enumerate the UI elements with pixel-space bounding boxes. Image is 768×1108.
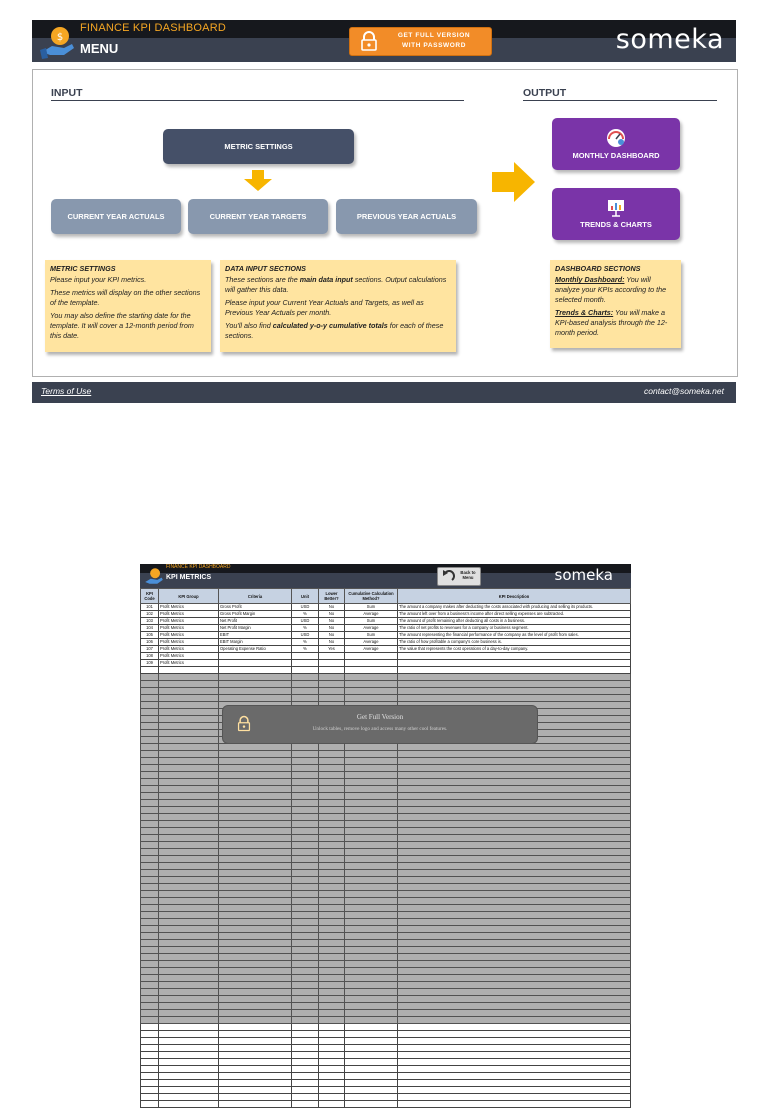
column-header: Cumulative Calculation Method? [345, 589, 398, 604]
table-cell: Gross Profit Margin [219, 611, 292, 618]
dashboard-title: FINANCE KPI DASHBOARD [166, 564, 231, 570]
table-cell [319, 1087, 345, 1094]
note-text-part: You'll also find [225, 321, 273, 330]
overlay-title: Get Full Version [356, 713, 404, 721]
table-cell: Profit Metrics [159, 639, 219, 646]
table-cell [345, 1038, 398, 1045]
note-text: Please input your Current Year Actuals and Targets, as well as Previous Year Actuals per month. [225, 298, 424, 317]
table-cell: The amount representing the financial performance of the company as the level of profit from sales. [398, 632, 631, 639]
table-row [141, 632, 631, 639]
table-cell [292, 1038, 319, 1045]
table-cell: 103 [141, 618, 159, 625]
table-cell [219, 667, 292, 674]
table-row [141, 1087, 631, 1094]
table-cell: 109 [141, 660, 159, 667]
table-cell [345, 1024, 398, 1031]
table-cell [141, 1038, 159, 1045]
overlay-subtitle: Unlock tables, remove logo and access many other cool features. [312, 726, 448, 732]
table-cell: Profit Metrics [159, 625, 219, 632]
table-row [141, 1094, 631, 1101]
previous-year-actuals-button[interactable]: PREVIOUS YEAR ACTUALS [336, 199, 477, 234]
dashboard-gauge-icon [605, 128, 627, 148]
table-cell: Average [345, 639, 398, 646]
input-section-title: INPUT [51, 87, 83, 99]
table-cell [292, 660, 319, 667]
table-cell [292, 1031, 319, 1038]
column-header: KPI Description [398, 589, 631, 604]
table-cell: The value that represents the cost operations of a day-to-day company. [398, 646, 631, 653]
table-cell [345, 660, 398, 667]
table-cell: Average [345, 625, 398, 632]
table-cell: The amount left over from a business's income after direct selling expenses are subtracted. [398, 611, 631, 618]
back-line-2: Menu [462, 575, 474, 580]
table-cell [219, 1080, 292, 1087]
table-cell: Sum [345, 604, 398, 611]
dashboard-sections-note [550, 260, 681, 348]
monthly-dashboard-label: MONTHLY DASHBOARD [572, 151, 660, 160]
table-row [141, 1045, 631, 1052]
table-cell [141, 1024, 159, 1031]
table-cell [159, 1066, 219, 1073]
note-text [555, 275, 676, 305]
note-text [225, 275, 451, 295]
table-row [141, 1073, 631, 1080]
data-input-note [220, 260, 456, 352]
table-cell: 108 [141, 653, 159, 660]
table-cell [345, 1066, 398, 1073]
table-row [141, 660, 631, 667]
table-cell: Yes [319, 646, 345, 653]
note-emphasis: calculated y-o-y cumulative totals [272, 321, 388, 330]
kpi-page-header [140, 564, 631, 588]
table-row [141, 618, 631, 625]
table-cell [159, 1052, 219, 1059]
table-cell [219, 660, 292, 667]
table-cell [345, 1094, 398, 1101]
table-cell [159, 1059, 219, 1066]
hand-coin-icon [38, 22, 78, 60]
metric-settings-note [45, 260, 211, 352]
get-full-version-button[interactable] [349, 27, 492, 56]
presentation-chart-icon [606, 199, 626, 217]
input-divider [51, 100, 464, 101]
table-cell [141, 1059, 159, 1066]
table-row [141, 604, 631, 611]
note-text: Please input your KPI metrics. [50, 275, 147, 284]
table-cell [319, 1031, 345, 1038]
table-cell [319, 1045, 345, 1052]
note-emphasis: main data input [299, 275, 353, 284]
table-cell [292, 1101, 319, 1108]
table-cell: Profit Metrics [159, 646, 219, 653]
table-cell [292, 1059, 319, 1066]
note-text [225, 321, 451, 341]
table-cell [319, 653, 345, 660]
table-cell: USD [292, 632, 319, 639]
brand-logo: someka [554, 566, 613, 584]
note-heading: DATA INPUT SECTIONS [225, 264, 306, 273]
table-cell [345, 1059, 398, 1066]
table-cell: Profit Metrics [159, 632, 219, 639]
contact-email: contact@someka.net [644, 386, 724, 396]
table-cell: 105 [141, 632, 159, 639]
table-cell [159, 1038, 219, 1045]
table-cell [319, 1094, 345, 1101]
monthly-dashboard-button[interactable] [552, 118, 680, 170]
table-cell [141, 1066, 159, 1073]
note-heading: DASHBOARD SECTIONS [555, 264, 641, 273]
table-cell [159, 667, 219, 674]
table-cell [398, 1024, 631, 1031]
table-cell [319, 660, 345, 667]
table-cell [292, 667, 319, 674]
note-text [555, 308, 676, 338]
table-cell: EBIT Margin [219, 639, 292, 646]
table-cell [141, 1031, 159, 1038]
table-header-row [141, 589, 631, 604]
table-row [141, 1052, 631, 1059]
table-cell: No [319, 611, 345, 618]
hand-coin-icon [143, 565, 165, 587]
table-cell [319, 1059, 345, 1066]
lock-icon [360, 31, 378, 51]
table-cell [345, 1052, 398, 1059]
table-cell [292, 1066, 319, 1073]
table-cell: Average [345, 611, 398, 618]
table-cell [292, 1045, 319, 1052]
table-cell: No [319, 618, 345, 625]
column-header: Unit [292, 589, 319, 604]
table-cell [141, 667, 159, 674]
page-footer [32, 382, 736, 403]
table-cell [141, 1080, 159, 1087]
table-cell [219, 653, 292, 660]
table-cell [219, 1038, 292, 1045]
note-text-part: You will make a KPI-based analysis through the 12-month period. [555, 308, 668, 337]
table-cell [398, 667, 631, 674]
trends-charts-label: TRENDS & CHARTS [580, 220, 652, 229]
table-cell [345, 1080, 398, 1087]
table-cell [292, 1052, 319, 1059]
table-row [141, 611, 631, 618]
column-header: Lower Better? [319, 589, 345, 604]
table-row [141, 1038, 631, 1045]
table-row [141, 1031, 631, 1038]
note-text-part: sections. Output calculations will gather this data. [225, 275, 447, 294]
current-year-actuals-button[interactable]: CURRENT YEAR ACTUALS [51, 199, 181, 234]
current-year-targets-button[interactable]: CURRENT YEAR TARGETS [188, 199, 328, 234]
arrow-right-icon [492, 162, 536, 202]
table-cell: The ratio of net profits to revenues for a company or business segment. [398, 625, 631, 632]
table-cell [398, 1073, 631, 1080]
table-cell [398, 1066, 631, 1073]
table-cell [292, 1094, 319, 1101]
table-cell: Sum [345, 632, 398, 639]
table-cell: Net Profit [219, 618, 292, 625]
table-cell [319, 1066, 345, 1073]
column-header: KPI Group [159, 589, 219, 604]
arrow-down-icon [243, 170, 273, 192]
table-row [141, 1080, 631, 1087]
table-cell: No [319, 639, 345, 646]
table-cell: 104 [141, 625, 159, 632]
table-cell: Operating Expense Ratio [219, 646, 292, 653]
table-cell [398, 1059, 631, 1066]
table-cell [319, 1024, 345, 1031]
table-cell [141, 1101, 159, 1108]
table-cell [159, 1031, 219, 1038]
table-cell [141, 1094, 159, 1101]
page-title: KPI METRICS [166, 574, 212, 581]
table-cell: Profit Metrics [159, 660, 219, 667]
metric-settings-button[interactable]: METRIC SETTINGS [163, 129, 354, 164]
table-cell: Profit Metrics [159, 611, 219, 618]
table-cell: % [292, 639, 319, 646]
table-cell [141, 1052, 159, 1059]
table-cell: Profit Metrics [159, 604, 219, 611]
table-cell: No [319, 604, 345, 611]
table-cell: % [292, 646, 319, 653]
table-cell [319, 1052, 345, 1059]
table-cell: 106 [141, 639, 159, 646]
back-line-1: Back to [460, 570, 476, 575]
table-cell [159, 1024, 219, 1031]
table-cell [219, 1073, 292, 1080]
table-row [141, 1101, 631, 1108]
table-cell [319, 1038, 345, 1045]
table-cell [219, 1101, 292, 1108]
table-cell: Net Profit Margin [219, 625, 292, 632]
get-full-version-label [384, 31, 484, 51]
table-cell: Gross Profit [219, 604, 292, 611]
terms-of-use-link[interactable]: Terms of Use [41, 386, 92, 396]
note-emphasis: Trends & Charts: [555, 308, 614, 317]
table-cell [398, 1045, 631, 1052]
table-cell [319, 667, 345, 674]
page-title: MENU [80, 41, 119, 56]
table-cell: No [319, 625, 345, 632]
column-header: KPI Code [141, 589, 159, 604]
table-cell [345, 1031, 398, 1038]
table-cell [398, 660, 631, 667]
table-cell [319, 1101, 345, 1108]
note-text-part: You will analyze your KPIs according to the selected month. [555, 275, 667, 304]
table-cell [159, 1080, 219, 1087]
table-cell [219, 1024, 292, 1031]
table-cell [398, 1052, 631, 1059]
table-cell [319, 1080, 345, 1087]
table-cell [141, 1087, 159, 1094]
table-cell: % [292, 611, 319, 618]
table-row [141, 1024, 631, 1031]
table-cell [292, 1073, 319, 1080]
table-cell [398, 1087, 631, 1094]
table-cell [345, 1073, 398, 1080]
svg-text:$: $ [56, 32, 64, 43]
promo-line-1: GET FULL VERSION [397, 32, 471, 39]
table-cell [219, 1087, 292, 1094]
trends-charts-button[interactable] [552, 188, 680, 240]
table-row [141, 667, 631, 674]
table-cell [219, 1059, 292, 1066]
table-cell: Average [345, 646, 398, 653]
table-cell [141, 1045, 159, 1052]
table-cell [345, 653, 398, 660]
table-cell [159, 1094, 219, 1101]
note-heading: METRIC SETTINGS [50, 264, 116, 273]
table-cell [219, 1094, 292, 1101]
table-cell [292, 1024, 319, 1031]
table-cell [219, 1066, 292, 1073]
table-row [141, 639, 631, 646]
table-cell [398, 1038, 631, 1045]
brand-logo: someka [615, 24, 724, 55]
table-row [141, 653, 631, 660]
table-row [141, 1059, 631, 1066]
table-cell [159, 1087, 219, 1094]
output-section-title: OUTPUT [523, 87, 567, 99]
table-cell [219, 1045, 292, 1052]
table-cell: 107 [141, 646, 159, 653]
note-text: These metrics will display on the other sections of the template. [50, 288, 201, 307]
table-cell: Sum [345, 618, 398, 625]
table-cell: USD [292, 604, 319, 611]
table-cell [159, 1101, 219, 1108]
back-to-menu-button[interactable] [437, 567, 481, 586]
table-cell: EBIT [219, 632, 292, 639]
back-to-menu-label [457, 570, 479, 580]
table-cell [398, 1101, 631, 1108]
table-cell [292, 1087, 319, 1094]
back-arrow-icon [441, 570, 455, 583]
table-cell: USD [292, 618, 319, 625]
note-emphasis: Monthly Dashboard: [555, 275, 625, 284]
column-header: Criteria [219, 589, 292, 604]
table-row [141, 646, 631, 653]
table-cell: The ratio of how profitable a company's core business is. [398, 639, 631, 646]
get-full-version-overlay[interactable] [222, 705, 538, 744]
note-text-part: for each of these sections. [225, 321, 444, 340]
table-cell: The amount a company makes after deducting the costs associated with producing and selling its products. [398, 604, 631, 611]
table-cell [345, 1045, 398, 1052]
table-cell: Profit Metrics [159, 653, 219, 660]
table-cell [398, 1094, 631, 1101]
table-cell: 102 [141, 611, 159, 618]
promo-line-2: WITH PASSWORD [401, 42, 466, 49]
table-cell [159, 1073, 219, 1080]
table-cell [219, 1052, 292, 1059]
table-cell [292, 1080, 319, 1087]
table-row [141, 1066, 631, 1073]
table-row [141, 625, 631, 632]
table-cell: The amount of profit remaining after deducting all costs in a business. [398, 618, 631, 625]
table-cell [319, 1073, 345, 1080]
table-cell [345, 1087, 398, 1094]
table-cell [141, 1073, 159, 1080]
output-divider [523, 100, 717, 101]
table-cell [398, 653, 631, 660]
table-cell: % [292, 625, 319, 632]
table-cell: No [319, 632, 345, 639]
note-text: You may also define the starting date for the template. It will cover a 12-month period from this date. [50, 311, 194, 340]
table-cell [398, 1031, 631, 1038]
table-cell [292, 653, 319, 660]
table-cell [159, 1045, 219, 1052]
table-cell: 101 [141, 604, 159, 611]
table-cell: Profit Metrics [159, 618, 219, 625]
table-cell [398, 1080, 631, 1087]
table-cell [345, 667, 398, 674]
dashboard-title: FINANCE KPI DASHBOARD [80, 22, 227, 34]
table-cell [345, 1101, 398, 1108]
table-cell [219, 1031, 292, 1038]
note-text-part: These sections are the [225, 275, 300, 284]
